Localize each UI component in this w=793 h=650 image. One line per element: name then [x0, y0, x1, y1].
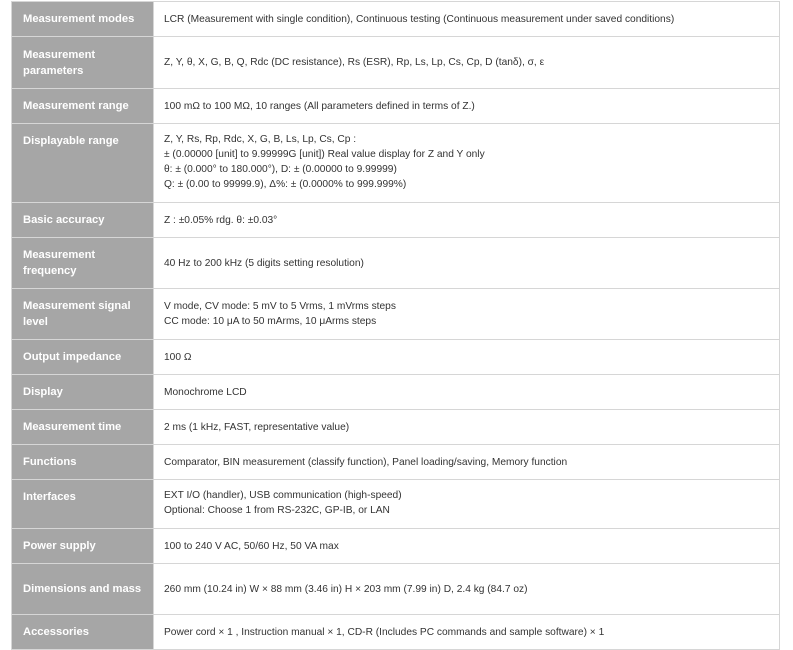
spec-label: Measurement range [12, 89, 154, 124]
spec-row-measurement-frequency [12, 238, 780, 289]
spec-row-basic-accuracy [12, 203, 780, 238]
spec-value-line: Q: ± (0.00 to 99999.9), Δ%: ± (0.0000% to 999.999%) [164, 179, 407, 190]
spec-value [154, 445, 780, 480]
spec-value-line: Optional: Choose 1 from RS-232C, GP-IB, or LAN [164, 505, 390, 516]
spec-label: Dimensions and mass [12, 564, 154, 615]
spec-row-displayable-range [12, 124, 780, 203]
spec-value [154, 289, 780, 340]
spec-row-display [12, 375, 780, 410]
spec-label: Output impedance [12, 340, 154, 375]
spec-row-output-impedance [12, 340, 780, 375]
spec-value-line: 40 Hz to 200 kHz (5 digits setting resolution) [164, 257, 364, 269]
spec-label: Measurement parameters [12, 37, 154, 89]
spec-value-line: 100 to 240 V AC, 50/60 Hz, 50 VA max [164, 540, 339, 552]
spec-label: Measurement modes [12, 2, 154, 37]
spec-row-interfaces [12, 480, 780, 529]
spec-value [154, 410, 780, 445]
spec-value-line: Power cord × 1 , Instruction manual × 1, CD-R (Includes PC commands and sample software) × 1 [164, 626, 605, 638]
spec-value-line: Z, Y, θ, X, G, B, Q, Rdc (DC resistance), Rs (ESR), Rp, Ls, Lp, Cs, Cp, D (tanδ), σ, ε [164, 57, 545, 68]
spec-label: Measurement frequency [12, 238, 154, 289]
spec-value-line: EXT I/O (handler), USB communication (high-speed) [164, 490, 402, 501]
spec-row-functions [12, 445, 780, 480]
spec-value [154, 124, 780, 203]
spec-value [154, 89, 780, 124]
spec-label: Accessories [12, 615, 154, 650]
spec-value [154, 2, 780, 37]
spec-label: Functions [12, 445, 154, 480]
spec-value [154, 375, 780, 410]
spec-value-line: θ: ± (0.000° to 180.000°), D: ± (0.00000 to 9.99999) [164, 164, 397, 175]
spec-value [154, 37, 780, 89]
spec-value [154, 564, 780, 615]
spec-value-line: 100 mΩ to 100 MΩ, 10 ranges (All parameters defined in terms of Z.) [164, 100, 475, 112]
spec-value-line: Z : ±0.05% rdg. θ: ±0.03° [164, 214, 278, 226]
spec-row-measurement-modes [12, 2, 780, 37]
spec-row-accessories [12, 615, 780, 650]
spec-label: Interfaces [12, 480, 154, 529]
spec-table [11, 1, 780, 650]
spec-row-power-supply [12, 529, 780, 564]
spec-value-line: 2 ms (1 kHz, FAST, representative value) [164, 421, 350, 433]
spec-label: Displayable range [12, 124, 154, 203]
spec-label: Display [12, 375, 154, 410]
spec-label: Power supply [12, 529, 154, 564]
spec-value [154, 203, 780, 238]
spec-value [154, 340, 780, 375]
spec-row-measurement-parameters [12, 37, 780, 89]
spec-value-line: ± (0.00000 [unit] to 9.99999G [unit]) Real value display for Z and Y only [164, 149, 485, 160]
spec-value-line: 100 Ω [164, 351, 192, 363]
spec-row-dimensions-and-mass [12, 564, 780, 615]
spec-value-line: CC mode: 10 μA to 50 mArms, 10 μArms steps [164, 316, 377, 327]
spec-value-line: Monochrome LCD [164, 386, 247, 398]
spec-value-line: Z, Y, Rs, Rp, Rdc, X, G, B, Ls, Lp, Cs, Cp : [164, 134, 357, 145]
spec-row-measurement-range [12, 89, 780, 124]
spec-value [154, 615, 780, 650]
spec-value [154, 480, 780, 529]
spec-label: Measurement time [12, 410, 154, 445]
spec-row-measurement-signal-level [12, 289, 780, 340]
spec-value [154, 529, 780, 564]
spec-value-line: Comparator, BIN measurement (classify function), Panel loading/saving, Memory function [164, 456, 568, 468]
spec-value-line: V mode, CV mode: 5 mV to 5 Vrms, 1 mVrms steps [164, 301, 396, 312]
spec-row-measurement-time [12, 410, 780, 445]
spec-label: Measurement signal level [12, 289, 154, 340]
spec-value-line: 260 mm (10.24 in) W × 88 mm (3.46 in) H × 203 mm (7.99 in) D, 2.4 kg (84.7 oz) [164, 583, 528, 595]
spec-value-line: LCR (Measurement with single condition), Continuous testing (Continuous measurement under saved conditions) [164, 13, 675, 25]
spec-value [154, 238, 780, 289]
spec-label: Basic accuracy [12, 203, 154, 238]
